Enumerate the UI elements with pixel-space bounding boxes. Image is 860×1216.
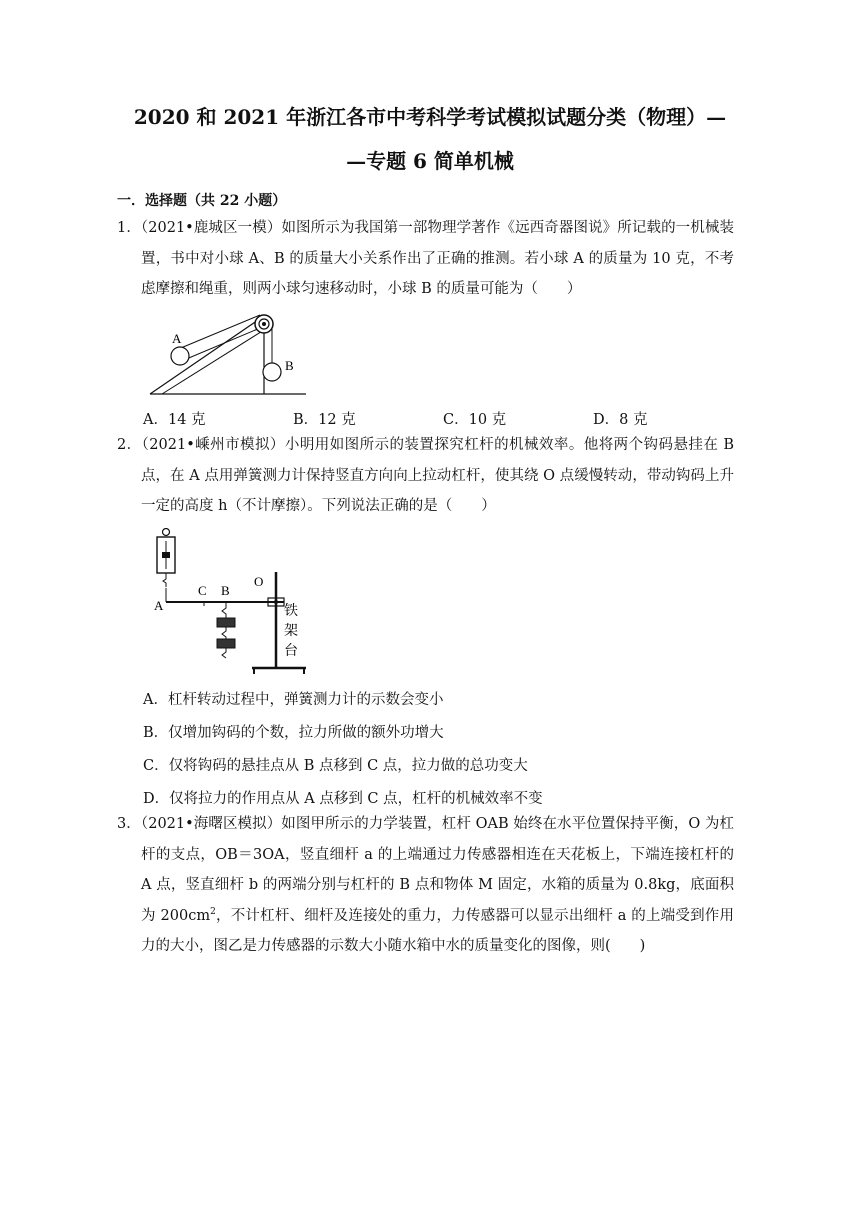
q2-stand-char-2: 架 xyxy=(284,623,298,639)
q3-superscript: 2 xyxy=(210,906,216,917)
q2-stand-char-1: 铁 xyxy=(284,603,298,619)
doc-title-line2: —专题 6 简单机械 xyxy=(346,149,514,173)
question-1-text: 1．（2021•鹿城区一模）如图所示为我国第一部物理学著作《远西奇器图说》所记载的一机械装置，书中对小球 A、B 的质量大小关系作出了正确的推测。若小球 A 的质量为 10 克，不考虑摩擦和绳重，则两小球匀速移动时，小球 B 的质量可能为（ ） xyxy=(117,220,734,297)
q1-option-d[interactable]: D．8 克 xyxy=(593,412,648,428)
question-2-text: 2．（2021•嵊州市模拟）小明用如图所示的装置探究杠杆的机械效率。他将两个钩码悬挂在 B 点，在 A 点用弹簧测力计保持竖直方向向上拉动杠杆，使其绕 O 点缓慢转动，带动钩码上升一定的高度 h（不计摩擦）。下列说法正确的是（ ） xyxy=(117,437,734,514)
q2-stand-char-3: 台 xyxy=(284,643,298,659)
section-heading: 一．选择题（共 22 小题） xyxy=(117,193,287,209)
q2-label-o: O xyxy=(254,574,264,589)
q2-option-b[interactable]: B．仅增加钩码的个数，拉力所做的额外功增大 xyxy=(143,725,444,741)
q1-option-b[interactable]: B．12 克 xyxy=(293,412,356,428)
q1-option-c[interactable]: C．10 克 xyxy=(443,412,507,428)
q2-label-a: A xyxy=(154,598,164,613)
q1-label-b: B xyxy=(285,358,294,373)
q2-option-c[interactable]: C．仅将钩码的悬挂点从 B 点移到 C 点，拉力做的总功变大 xyxy=(143,758,528,774)
q1-label-a: A xyxy=(172,331,182,346)
q3-text-part2: ，不计杠杆、细杆及连接处的重力，力传感器可以显示出细杆 a 的上端受到作用力的大小，图乙是力传感器的示数大小随水箱中水的质量变化的图像，则( ) xyxy=(141,907,734,954)
q1-option-a[interactable]: A．14 克 xyxy=(143,412,206,428)
q1-figure-incline-pulley xyxy=(148,306,308,398)
q3-text-part1: 3．（2021•海曙区模拟）如图甲所示的力学装置，杠杆 OAB 始终在水平位置保持平衡，O 为杠杆的支点，OB＝3OA，竖直细杆 a 的上端通过力传感器相连在天花板上，下端连接杠杆的 A 点，竖直细杆 b 的两端分别与杠杆的 B 点和物体 M 固定，水箱的质量为 0.8kg，底面积为 200cm xyxy=(117,816,734,924)
q2-option-d[interactable]: D．仅将拉力的作用点从 A 点移到 C 点，杠杆的机械效率不变 xyxy=(143,791,543,807)
question-3-text xyxy=(117,809,734,962)
q2-figure-lever-stand xyxy=(148,528,318,680)
q2-option-a[interactable]: A．杠杆转动过程中，弹簧测力计的示数会变小 xyxy=(143,692,444,708)
q2-label-c: C xyxy=(198,583,207,598)
question-1-options xyxy=(143,408,743,429)
q2-label-b: B xyxy=(221,583,230,598)
doc-title-line1: 2020 和 2021 年浙江各市中考科学考试模拟试题分类（物理）— xyxy=(133,105,727,129)
